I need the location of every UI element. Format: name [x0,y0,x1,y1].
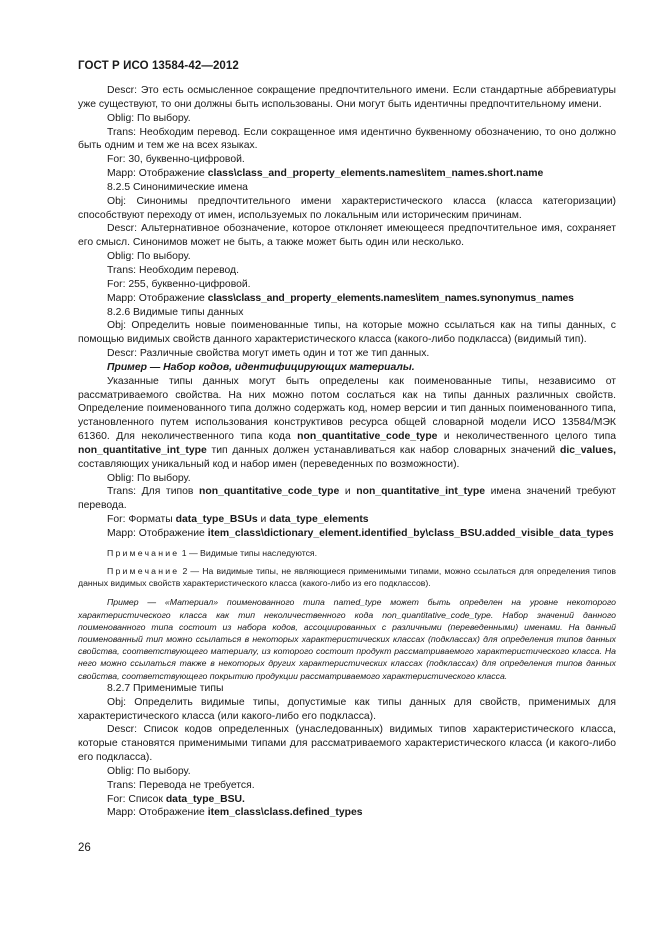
descr-line: Descr: Различные свойства могут иметь один и тот же тип данных. [107,348,430,360]
text-run: составляющих уникальный код и набор имен (переведенных по возможности). [78,458,460,470]
section-heading: 8.2.7 Применимые типы [107,682,224,694]
code-term: non_quantitative_code_type [297,431,438,443]
mapp-code: item_class\class.defined_types [207,807,363,819]
trans-paragraph: Trans: Необходим перевод. Если сокращенное имя идентично буквенному обозначению, то оно должно быть одним и тем же на всех языках. [78,126,616,152]
mapp-label: Mapp: Отображение [107,168,208,180]
document-header: ГОСТ Р ИСО 13584-42—2012 [78,60,239,72]
body-paragraph [78,375,616,472]
trans-line: Trans: Необходим перевод. [107,264,240,276]
example-paragraph: Пример — «Материал» поименованного типа named_type может быть определен на уровне некоторого характеристического класса как тип неколичественного кода non_quantitative_code_type. Набор значений данного поименованного типа состоит из набора кодов, ассоциированных с различными (переведенными) именами. На данный поименованный тип можно ссылаться в некоторых характеристических классах (подклассах) для определения типов данных свойства, соответствующего материалу, из которого состоит продукт рассматриваемого характеристического класса. На него можно ссылаться также в некоторых других характеристических классах (подклассах) для определения типов данных свойства, соответствующего покрытию продукции рассматриваемого характеристического класса. [78,597,616,681]
page-body [78,84,616,820]
text-run: For: Список [107,793,166,805]
mapp-line [78,806,616,820]
for-line [78,513,616,527]
obj-paragraph: Obj: Синонимы предпочтительного имени характеристического класса (класса категоризации) способствуют переходу от имен, используемых по локальным или историческим причинам. [78,195,616,221]
note-1 [78,547,616,559]
mapp-label: Mapp: Отображение [107,807,208,819]
section-heading: 8.2.5 Синонимические имена [107,181,248,193]
obj-paragraph: Obj: Определить новые поименованные типы, на которые можно ссылаться как на типы данных, с помощью видимых свойств данного характеристического класса (какого-либо подкласса) (видимый тип). [78,320,616,346]
page-number: 26 [78,842,91,854]
code-term: data_type_BSU. [165,793,245,805]
mapp-code: item_class\dictionary_element.identified_by\class_BSU.added_visible_data_types [207,528,614,539]
for-line: For: 255, буквенно-цифровой. [107,278,251,290]
descr-paragraph: Descr: Это есть осмысленное сокращение предпочтительного имени. Если стандартные аббревиатуры уже существуют, то они должны быть использованы. Они могут быть идентичны предпочтительному имени. [78,85,616,110]
code-term: non_quantitative_int_type [78,444,207,456]
text-run: Указанные типы данных могут быть определены как поименованные типы, независимо от рассматриваемого свойства. На них можно потом сослаться как на типы данных различных свойств. Определение поименованного типа должно содержать код, номер версии и тип данных поименованного типа, установленного путем использования конструктивов ресурса общей словарной модели ИСО 13584/МЭК 61360. Для неколичественного типа кода [78,375,616,443]
mapp-line [78,167,616,181]
example-line: Пример — Набор кодов, идентифицирующих материалы. [107,361,415,373]
text-run: For: Форматы [107,514,176,526]
mapp-label: Mapp: Отображение [107,528,208,539]
text-run: имена значений требуют перевода. [78,486,617,512]
note-text: 2 — На видимые типы, не являющиеся применимыми типами, можно ссылаться для определения типов данных видимых свойств характеристического класса (какого-либо из его подклассов). [78,566,616,589]
code-term: data_type_elements [269,514,369,526]
mapp-line [78,292,616,306]
oblig-line: Oblig: По выбору. [107,472,191,484]
descr-paragraph: Descr: Список кодов определенных (унаследованных) видимых типов характеристического класса, которые становятся применимыми типами для рассматриваемого характеристического класса (и какого-либо его подкласса). [78,724,616,764]
trans-line: Trans: Перевода не требуется. [107,779,255,791]
code-term: non_quantitative_int_type [356,486,486,498]
mapp-paragraph [78,527,616,541]
oblig-line: Oblig: По выбору. [107,112,191,124]
code-term: data_type_BSUs [175,514,258,526]
text-run: и неколичественного целого типа [437,431,616,443]
descr-paragraph: Descr: Альтернативное обозначение, которое отклоняет имеющееся предпочтительное имя, сохраняет его смысл. Синонимов может не быть, а также может быть один или несколько. [78,223,616,249]
text-run: и [257,514,270,526]
note-2 [78,565,616,589]
mapp-label: Mapp: Отображение [107,292,208,304]
oblig-line: Oblig: По выбору. [107,765,191,777]
mapp-code: class\class_and_property_elements.names\item_names.short.name [207,168,544,180]
code-term: non_quantitative_code_type [199,486,340,498]
text-run: тип данных должен устанавливаться как набор словарных значений [206,444,560,456]
section-heading: 8.2.6 Видимые типы данных [107,306,244,318]
mapp-code: class\class_and_property_elements.names\item_names.synonymus_names [207,292,574,304]
note-label: Примечание [107,566,180,577]
text-run: и [339,486,357,498]
trans-paragraph [78,485,616,513]
note-label: Примечание [107,547,180,558]
for-line: For: 30, буквенно-цифровой. [107,154,245,166]
text-run: Trans: Для типов [107,486,199,498]
note-text: 1 — Видимые типы наследуются. [179,547,318,558]
for-line [78,793,616,807]
obj-paragraph: Obj: Определить видимые типы, допустимые как типы данных для свойств, применимых для характеристического класса (или какого-либо его подкласса). [78,696,616,722]
oblig-line: Oblig: По выбору. [107,251,191,263]
code-term: dic_values, [559,444,616,456]
